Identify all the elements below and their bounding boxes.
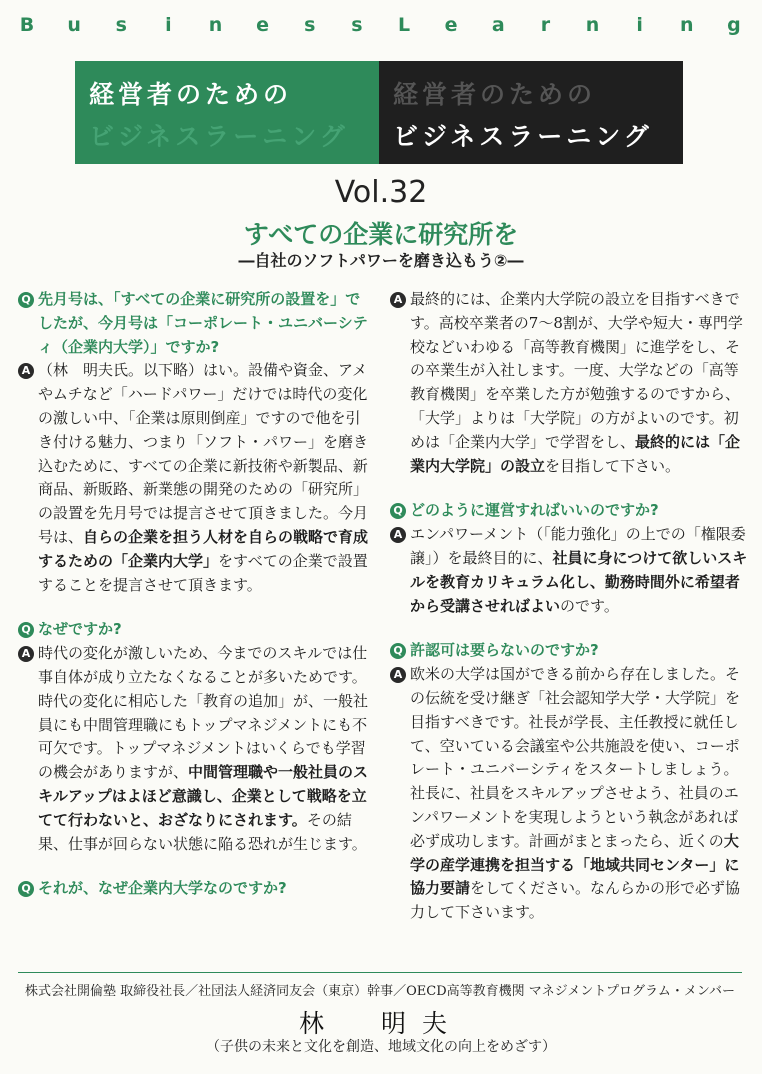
question-mark-icon: Q bbox=[18, 622, 34, 638]
question bbox=[18, 288, 374, 359]
answer-text: を目指して下さい。 bbox=[545, 456, 681, 475]
question bbox=[18, 877, 374, 901]
answer-text: 欧米の大学は国ができる前から存在しました。その伝統を受け継ぎ「社会認知学大学・大学院」を目指すべきです。社長が学長、主任教授に就任して、空いている会議室や公共施設を使い、コーポレート・ユニバーシティをスタートしましょう。社長に、社員をスキルアップさせよう、社員のエンパワーメントを実現しようという執念があれば必ず成功します。計画がまとまったら、近くの bbox=[410, 665, 741, 850]
answer bbox=[390, 288, 748, 478]
right-column bbox=[390, 288, 748, 946]
question-text: それが、なぜ企業内大学なのですか? bbox=[38, 879, 287, 898]
question-text: 先月号は、「すべての企業に研究所の設置を」でしたが、今月号は「コーポレート・ユニバーシティ（企業内大学）」ですか? bbox=[38, 290, 368, 356]
author-name: 林 明夫 bbox=[298, 1009, 463, 1038]
header-green-panel bbox=[75, 61, 379, 164]
answer-text: をしてください。なんらかの形で必ず協力して下さいます。 bbox=[410, 879, 741, 922]
company-motto: （子供の未来と文化を創造、地域文化の向上をめざす） bbox=[206, 1039, 556, 1055]
header-black-panel bbox=[379, 61, 683, 164]
question-text: 許認可は要らないのですか? bbox=[410, 641, 599, 660]
answer-text: その結果、仕事が回らない状態に陥る恐れが生じます。 bbox=[38, 810, 367, 853]
answer-emphasis: 大学の産学連携を担当する「地域共同センター」に協力要請 bbox=[410, 831, 740, 898]
header-line1-faded: 経営者のための bbox=[393, 80, 597, 109]
series-letter: a bbox=[491, 14, 505, 36]
article-subtitle: ―自社のソフトパワーを磨き込もう②― bbox=[238, 251, 524, 270]
answer-text: エンパワーメント（「能力強化」の上での「権限委譲」）を最終目的に、 bbox=[410, 525, 746, 567]
qa-block bbox=[18, 288, 374, 597]
series-letter: u bbox=[67, 14, 81, 36]
qa-block bbox=[18, 877, 374, 901]
series-letter: i bbox=[636, 14, 643, 36]
question bbox=[390, 639, 748, 663]
answer bbox=[390, 663, 748, 925]
answer-mark-icon: A bbox=[18, 646, 34, 662]
series-letter: e bbox=[256, 14, 270, 36]
answer-text: 時代の変化が激しいため、今までのスキルでは仕事自体が成り立たなくなることが多いためです。時代の変化に相応した「教育の追加」が、一般社員にも中間管理職にもトップマネジメントにも不可欠です。トップマネジメントはいくらでも学習の機会がありますが、 bbox=[38, 644, 369, 782]
series-letter: e bbox=[444, 14, 458, 36]
question-text: どのように運営すればいいのですか? bbox=[410, 501, 659, 520]
answer-emphasis: 自らの企業を担う人材を自らの戦略で育成するための「企業内大学」 bbox=[38, 527, 369, 570]
answer bbox=[18, 642, 374, 856]
answer-text: をすべての企業で設置することを提言させて頂きます。 bbox=[38, 551, 368, 594]
question-mark-icon: Q bbox=[390, 503, 406, 519]
column-header-banner bbox=[75, 61, 683, 164]
answer-text: のです。 bbox=[560, 596, 619, 615]
series-letter: i bbox=[165, 14, 172, 36]
series-letter: g bbox=[727, 14, 741, 36]
question-mark-icon: Q bbox=[18, 881, 34, 897]
footer-divider bbox=[18, 972, 742, 973]
answer-mark-icon: A bbox=[390, 527, 406, 543]
question-text: なぜですか? bbox=[38, 620, 122, 639]
series-letter: n bbox=[208, 14, 223, 36]
series-name-letters bbox=[18, 14, 743, 36]
answer-mark-icon: A bbox=[390, 667, 406, 683]
question bbox=[18, 618, 374, 642]
header-line2: ビジネスラーニング bbox=[393, 122, 653, 151]
answer-text: 最終的には、企業内大学院の設立を目指すべきです。高校卒業者の7〜8割が、大学や短大・専門学校などいわゆる「高等教育機関」に進学をし、その卒業生が入社します。一度、大学などの「高等教育機関」を卒業した方が勉強するのですから、「大学」よりは「大学院」の方がよいのです。初めは「企業内大学」で学習をし、 bbox=[410, 290, 743, 451]
series-letter: B bbox=[19, 14, 35, 36]
qa-block bbox=[390, 499, 748, 618]
answer bbox=[390, 523, 748, 618]
series-letter: n bbox=[585, 14, 600, 36]
series-letter: r bbox=[540, 14, 551, 36]
series-letter: s bbox=[115, 14, 127, 36]
header-line1: 経営者のための bbox=[89, 80, 293, 109]
author-affiliation: 株式会社開倫塾 取締役社長／社団法人経済同友会（東京）幹事／OECD高等教育機関 マネジメントプログラム・メンバー bbox=[25, 984, 735, 999]
series-letter: s bbox=[304, 14, 316, 36]
answer-emphasis: 社員に身につけて欲しいスキルを教育カリキュラム化し、勤務時間外に希望者から受講させればよい bbox=[410, 548, 748, 615]
qa-block bbox=[18, 618, 374, 856]
answer-text: （林 明夫氏。以下略）はい。設備や資金、アメやムチなど「ハードパワー」だけでは時代の変化の激しい中、「企業は原則倒産」ですので他を引き付ける魅力、つまり「ソフト・パワー」を磨き込むために、すべての企業に新技術や新製品、新商品、新販路、新業態の開発のための「研究所」の設置を先月号では提言させて頂きました。今月号は、 bbox=[38, 361, 369, 546]
question-mark-icon: Q bbox=[18, 292, 34, 308]
answer-mark-icon: A bbox=[390, 292, 406, 308]
series-letter: n bbox=[679, 14, 694, 36]
answer-emphasis: 中間管理職や一般社員のスキルアップはよほど意識し、企業として戦略を立てて行わないと、おざなりにされます。 bbox=[38, 763, 369, 829]
article-title: すべての企業に研究所を bbox=[243, 220, 519, 249]
header-line2-faded: ビジネスラーニング bbox=[89, 122, 349, 151]
answer-mark-icon: A bbox=[18, 363, 34, 379]
question bbox=[390, 499, 748, 523]
qa-block bbox=[390, 639, 748, 925]
series-letter: L bbox=[397, 14, 411, 36]
series-letter: s bbox=[351, 14, 363, 36]
left-column bbox=[18, 288, 374, 922]
volume-number: Vol.32 bbox=[334, 175, 428, 210]
answer-emphasis: 最終的には「企業内大学院」の設立 bbox=[410, 432, 741, 475]
qa-block bbox=[390, 288, 748, 478]
answer bbox=[18, 359, 374, 597]
question-mark-icon: Q bbox=[390, 643, 406, 659]
